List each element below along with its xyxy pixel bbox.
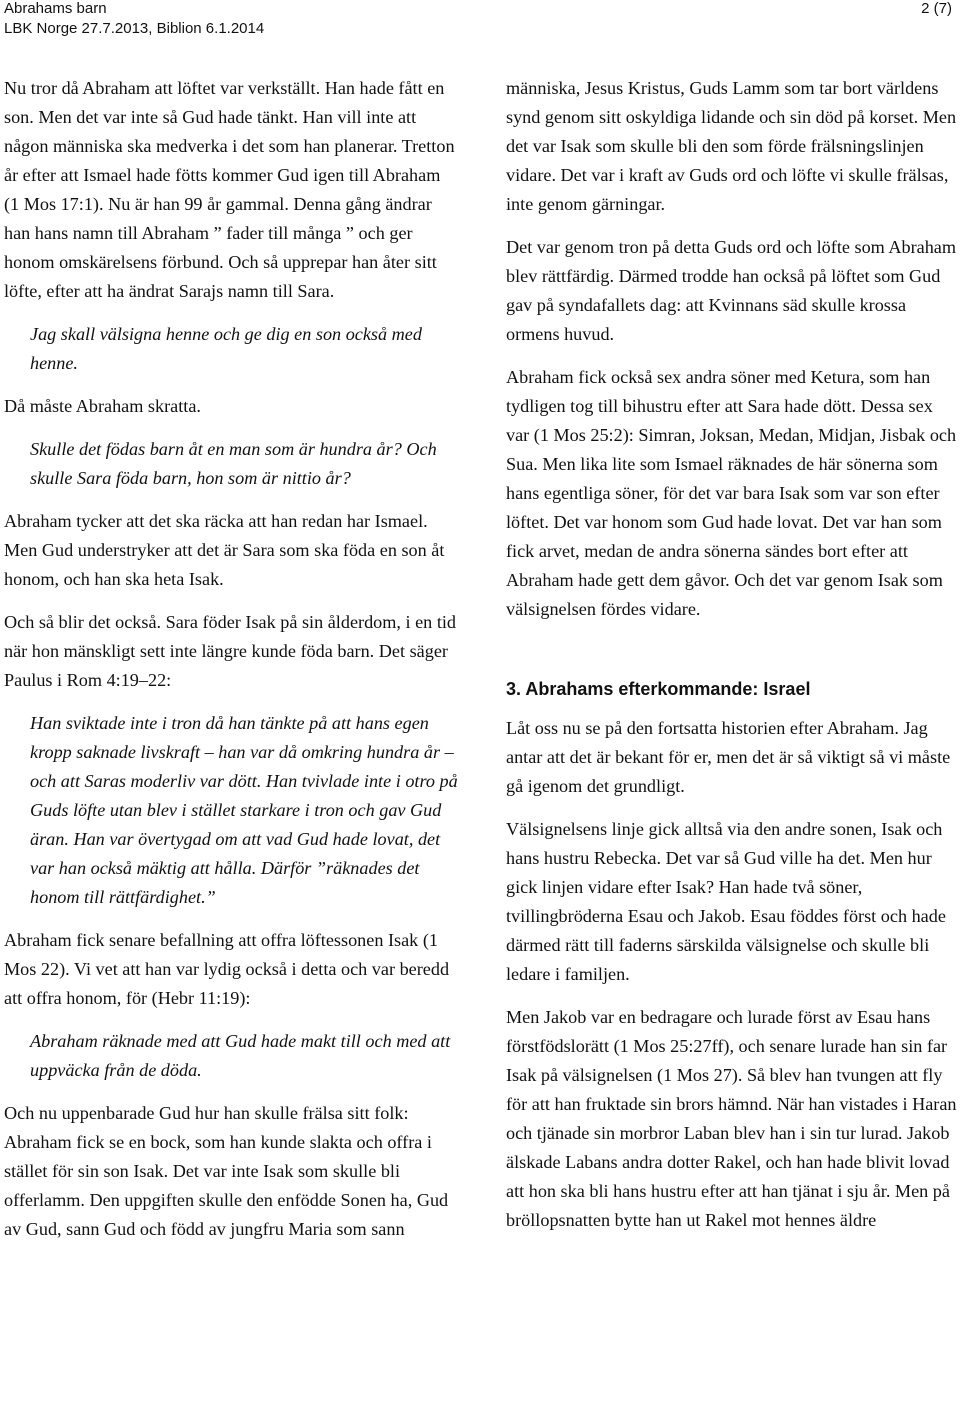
section-heading: 3. Abrahams efterkommande: Israel xyxy=(506,679,811,699)
page-number: 2 (7) xyxy=(921,0,952,17)
paragraph: Nu tror då Abraham att löftet var verkställt. Han hade fått en son. Men det var inte så Gud hade tänkt. Han vill inte att någon människa ska medverka i det som han planerar. Tretton år efter att Ismael hade fötts kommer Gud igen till Abraham (1 Mos 17:1). Nu är han 99 år gammal. Denna gång ändrar han hans namn till Abraham ” fader till många ” och ger honom omskärelsens förbund. Och så upprepar han åter sitt löfte, efter att ha ändrat Sarajs namn till Sara. xyxy=(4,78,455,301)
paragraph: Välsignelsens linje gick alltså via den andre sonen, Isak och hans hustru Rebecka. Det var så Gud ville ha det. Men hur gick linjen vidare efter Isak? Han hade två söner, tvillingbröderna Esau och Jakob. Esau föddes först och hade därmed rätt till faderns särskilda välsignelse och skulle bli ledare i familjen. xyxy=(506,819,946,984)
paragraph: Låt oss nu se på den fortsatta historien efter Abraham. Jag antar att det är bekant för er, men det är så viktigt så vi måste gå igenom det grundligt. xyxy=(506,718,951,796)
scripture-quote: Abraham räknade med att Gud hade makt till och med att uppväcka från de döda. xyxy=(30,1031,451,1080)
left-column xyxy=(4,74,458,1258)
paragraph: Abraham tycker att det ska räcka att han redan har Ismael. Men Gud understryker att det är Sara som ska föda en son åt honom, och han ska heta Isak. xyxy=(4,511,445,589)
document-subtitle: LBK Norge 27.7.2013, Biblion 6.1.2014 xyxy=(4,20,265,37)
paragraph: Abraham fick senare befallning att offra löftessonen Isak (1 Mos 22). Vi vet att han var lydig också i detta och var beredd att offra honom, för (Hebr 11:19): xyxy=(4,930,450,1008)
scripture-quote: Jag skall välsigna henne och ge dig en son också med henne. xyxy=(30,324,422,373)
page-header xyxy=(0,0,960,50)
paragraph: Men Jakob var en bedragare och lurade först av Esau hans förstfödslorätt (1 Mos 25:27ff), och senare lurade han sin far Isak på välsignelsen (1 Mos 27). Så blev han tvungen att fly för att han fruktade sin brors hämnd. När han vistades i Haran och tjänade sin morbror Laban blev han i sin tur lurad. Jakob älskade Labans andra dotter Rakel, och han hade blivit lovad att hon ska bli hans hustru efter att han tjänat i sju år. Men på bröllopsnatten bytte han ut Rakel mot hennes äldre xyxy=(506,1007,957,1230)
right-column xyxy=(506,74,958,1249)
scripture-quote: Han sviktade inte i tron då han tänkte på att hans egen kropp saknade livskraft – han var då omkring hundra år – och att Saras moderliv var dött. Han tvivlade inte i otro på Guds löfte utan blev i stället starkare i tron och gav Gud äran. Han var övertygad om att vad Gud hade lovat, det var han också mäktig att hålla. Därför ”räknades det honom till rättfärdighet.” xyxy=(30,713,458,907)
paragraph: Då måste Abraham skratta. xyxy=(4,396,201,416)
scripture-quote: Skulle det födas barn åt en man som är hundra år? Och skulle Sara föda barn, hon som är nittio år? xyxy=(30,439,437,488)
paragraph: Och så blir det också. Sara föder Isak på sin ålderdom, i en tid när hon mänskligt sett inte längre kunde föda barn. Det säger Paulus i Rom 4:19–22: xyxy=(4,612,457,690)
paragraph: Det var genom tron på detta Guds ord och löfte som Abraham blev rättfärdig. Därmed trodde han också på löftet som Gud gav på syndafallets dag: att Kvinnans säd skulle krossa ormens huvud. xyxy=(506,237,957,344)
paragraph: Och nu uppenbarade Gud hur han skulle frälsa sitt folk: Abraham fick se en bock, som han kunde slakta och offra i stället för sin son Isak. Det var inte Isak som skulle bli offerlamm. Den uppgiften skulle den enfödde Sonen ha, Gud av Gud, sann Gud och född av jungfru Maria som sann xyxy=(4,1103,449,1239)
document-title: Abrahams barn xyxy=(4,0,107,17)
paragraph: Abraham fick också sex andra söner med Ketura, som han tydligen tog till bihustru efter att Sara hade dött. Dessa sex var (1 Mos 25:2): Simran, Joksan, Medan, Midjan, Jisbak och Sua. Men lika lite som Ismael räknades de här sönerna som hans egentliga söner, för det var bara Isak som var son efter löftet. Det var honom som Gud hade lovat. Det var han som fick arvet, medan de andra sönerna sändes bort efter att Abraham hade gett dem gåvor. Och det var genom Isak som välsignelsen fördes vidare. xyxy=(506,367,957,619)
paragraph: människa, Jesus Kristus, Guds Lamm som tar bort världens synd genom sitt oskyldiga lidande och sin död på korset. Men det var Isak som skulle bli den som förde frälsningslinjen vidare. Det var i kraft av Guds ord och löfte vi skulle frälsas, inte genom gärningar. xyxy=(506,78,957,214)
